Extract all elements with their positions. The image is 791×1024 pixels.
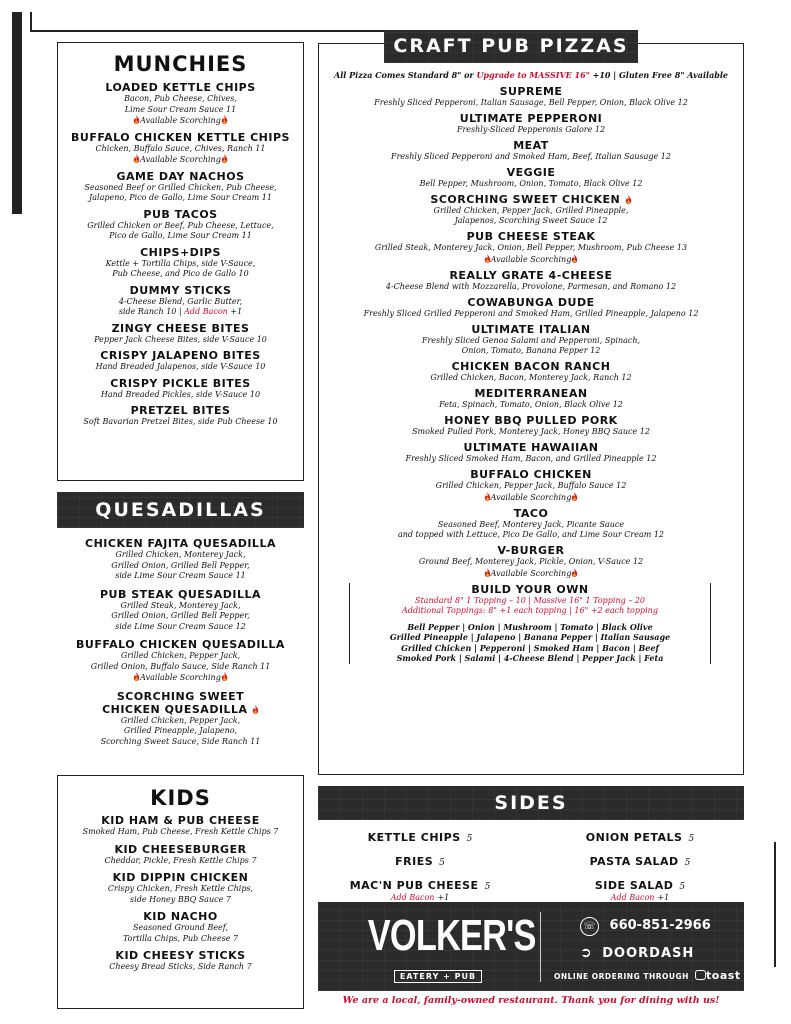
menu-item — [58, 284, 303, 318]
logo — [348, 908, 536, 986]
flame-icon — [221, 115, 228, 124]
item-description: Grilled Pineapple, Jalapeno, — [123, 726, 238, 735]
item-description: Jalapeno, Pico de Gallo, Lime Sour Cream 11 — [89, 193, 272, 202]
item-name-text: REALLY GRATE 4-CHEESE — [449, 268, 613, 282]
item-name-text: KID NACHO — [143, 910, 218, 923]
item-name-text: COWABUNGA DUDE — [467, 295, 595, 309]
menu-item — [319, 441, 743, 465]
item-name-text: CRISPY JALAPENO BITES — [100, 349, 261, 362]
quesadillas-title: QUESADILLAS — [95, 499, 266, 521]
logo-text: VOLKER'S — [367, 911, 536, 960]
item-description: Grilled Onion, Buffalo Sauce, Side Ranch 11 — [90, 661, 271, 671]
pizza-note-b: +10 | Gluten Free 8" Available — [589, 70, 728, 80]
item-description: Grilled Chicken, Bacon, Monterey Jack, Ranch 12 — [430, 373, 632, 382]
item-description: Pepper Jack Cheese Bites, side V-Sauce 10 — [94, 334, 267, 344]
side-name: PASTA SALAD — [589, 855, 679, 868]
side-name: ONION PETALS — [585, 831, 683, 844]
menu-item — [319, 414, 743, 438]
pizza-note-upgrade: Upgrade to MASSIVE 16" — [476, 70, 590, 80]
item-name — [57, 537, 304, 550]
item-name-text: KID CHEESEBURGER — [114, 842, 247, 856]
sides-right-rule — [774, 842, 776, 967]
pizza-note — [319, 70, 743, 81]
logo-subtitle: EATERY + PUB — [394, 970, 482, 983]
item-name-text: BUFFALO CHICKEN KETTLE CHIPS — [71, 130, 290, 144]
item-name-text: KID CHEESY STICKS — [115, 949, 246, 962]
item-description: Freshly Sliced Pepperoni and Smoked Ham, Beef, Italian Sausage 12 — [391, 151, 671, 161]
side-name: SIDE SALAD — [594, 879, 674, 892]
menu-item — [319, 112, 743, 136]
item-description: side Lime Sour Cream Sauce 11 — [115, 571, 246, 580]
scorching-text: Available Scorching — [490, 492, 572, 502]
kids-list — [58, 814, 303, 973]
scorching-text: Available Scorching — [140, 116, 221, 125]
menu-item — [319, 387, 743, 411]
flame-icon — [625, 195, 632, 204]
item-description: Grilled Chicken, Monterey Jack, — [115, 550, 246, 559]
item-description: Freshly Sliced Smoked Ham, Bacon, and Grilled Pineapple 12 — [405, 454, 657, 463]
item-name — [319, 269, 743, 282]
byo-topping-line: Grilled Pineapple | Jalapeno | Banana Pepper | Italian Sausage — [389, 632, 671, 642]
item-description: Smoked Pulled Pork, Monterey Jack, Honey BBQ Sauce 12 — [412, 427, 650, 436]
sides-right-column — [560, 826, 720, 909]
side-name: KETTLE CHIPS — [367, 831, 461, 844]
item-description: 4-Cheese Blend, Garlic Butter, — [118, 296, 243, 306]
menu-item — [58, 322, 303, 346]
item-description: Pub Cheese, and Pico de Gallo 10 — [112, 269, 249, 278]
side-addon-price: +1 — [657, 893, 670, 902]
flame-icon — [571, 492, 578, 501]
item-name-text: ULTIMATE HAWAIIAN — [463, 441, 599, 454]
item-description: Seasoned Beef or Grilled Chicken, Pub Cheese, — [84, 182, 277, 192]
menu-item — [58, 871, 303, 905]
toast-label[interactable]: toast — [706, 969, 741, 982]
item-name-text: SUPREME — [499, 84, 563, 98]
item-name-text: ULTIMATE PEPPERONI — [459, 111, 603, 125]
item-name — [319, 230, 743, 243]
add-bacon-label: Add Bacon — [610, 893, 655, 902]
menu-item — [319, 269, 743, 293]
item-description: Grilled Steak, Monterey Jack, — [120, 600, 241, 610]
item-description: Cheddar, Pickle, Fresh Kettle Chips 7 — [104, 855, 257, 865]
item-description: Crispy Chicken, Fresh Kettle Chips, — [107, 884, 254, 893]
menu-item — [319, 166, 743, 190]
item-name-text: ULTIMATE ITALIAN — [471, 322, 591, 336]
item-name-text: CRISPY PICKLE BITES — [110, 376, 251, 390]
item-name — [319, 139, 743, 152]
scorching-text: Available Scorching — [140, 155, 221, 164]
menu-item — [319, 139, 743, 163]
menu-item — [57, 690, 304, 748]
pizzas-banner — [384, 30, 638, 63]
scorching-text: Available Scorching — [490, 254, 572, 264]
menu-item — [319, 323, 743, 357]
menu-item — [58, 131, 303, 166]
item-description: Grilled Chicken, Pepper Jack, — [120, 651, 241, 660]
menu-item — [58, 843, 303, 867]
side-item — [340, 850, 500, 869]
menu-item — [58, 246, 303, 280]
phone-row — [580, 916, 711, 936]
scorching-note — [319, 492, 743, 504]
item-name — [57, 638, 304, 651]
item-description: Freshly Sliced Pepperoni, Italian Sausage, Bell Pepper, Onion, Black Olive 12 — [374, 97, 688, 107]
byo-additional — [356, 606, 704, 617]
item-description: Smoked Ham, Pub Cheese, Fresh Kettle Chips 7 — [82, 827, 279, 836]
item-name — [319, 507, 743, 520]
side-price: 5 — [466, 834, 473, 844]
menu-item — [57, 638, 304, 684]
item-description: Freshly Sliced Grilled Pepperoni and Smoked Ham, Grilled Pineapple, Jalapeno 12 — [363, 308, 699, 318]
side-item — [560, 850, 720, 869]
phone-number[interactable]: 660-851-2966 — [609, 918, 711, 933]
item-name — [319, 296, 743, 309]
item-name-text: PUB STEAK QUESADILLA — [99, 587, 261, 601]
item-description: side Lime Sour Cream Sauce 12 — [115, 621, 246, 631]
add-bacon-label: Add Bacon — [390, 893, 435, 902]
byo-toppings — [356, 622, 704, 664]
side-price: 5 — [484, 882, 491, 892]
menu-item — [58, 404, 303, 428]
item-name — [57, 690, 304, 716]
menu-item — [319, 193, 743, 227]
item-name-text: PRETZEL BITES — [130, 404, 231, 417]
sides-left-column — [340, 826, 500, 909]
whatsapp-phone-icon: ☏ — [580, 917, 599, 936]
munchies-list — [58, 81, 303, 428]
item-addon — [58, 307, 303, 318]
item-name-text: KID DIPPIN CHICKEN — [112, 871, 249, 884]
item-name — [58, 814, 303, 827]
item-description: Seasoned Ground Beef, — [132, 923, 229, 932]
quesadillas-banner — [57, 492, 304, 528]
doordash-label[interactable]: DOORDASH — [602, 946, 695, 961]
item-name-text: MEAT — [513, 138, 549, 152]
item-description: Grilled Onion, Grilled Bell Pepper, — [111, 611, 250, 620]
item-description: Bacon, Pub Cheese, Chives, — [124, 94, 237, 103]
item-name-text: TACO — [513, 506, 549, 520]
scorching-note — [57, 672, 304, 684]
item-description: side Honey BBQ Sauce 7 — [130, 894, 231, 904]
menu-item — [319, 544, 743, 579]
item-name-text: CHICKEN FAJITA QUESADILLA — [85, 537, 276, 550]
byo-topping-line: Bell Pepper | Onion | Mushroom | Tomato | Black Olive — [407, 621, 653, 632]
footer-bar — [318, 902, 744, 991]
item-description: Grilled Steak, Monterey Jack, Onion, Bell Pepper, Mushroom, Pub Cheese 13 — [374, 243, 688, 252]
pizzas-title: CRAFT PUB PIZZAS — [393, 35, 629, 57]
item-name — [319, 441, 743, 454]
item-name-text: V-BURGER — [497, 544, 565, 557]
add-bacon-label: Add Bacon — [184, 307, 228, 316]
item-description: 4-Cheese Blend with Mozzarella, Provolone, Parmesan, and Romano 12 — [385, 281, 677, 291]
side-addon-price: +1 — [437, 893, 450, 902]
munchies-section — [57, 42, 304, 481]
flame-icon — [484, 492, 491, 501]
item-name — [58, 131, 303, 144]
item-name-text: DUMMY STICKS — [129, 283, 232, 297]
item-name — [58, 871, 303, 884]
side-price: 5 — [439, 858, 445, 868]
flame-icon — [571, 568, 578, 577]
flame-icon — [484, 568, 491, 577]
menu-item — [319, 360, 743, 384]
item-name-text: VEGGIE — [506, 165, 556, 179]
item-addon-pre: side Ranch 10 | — [118, 307, 185, 316]
scorching-text: Available Scorching — [490, 568, 572, 578]
item-description: Grilled Onion, Grilled Bell Pepper, — [111, 560, 250, 570]
menu-item — [58, 170, 303, 204]
byo-topping-line: Smoked Pork | Salami | 4-Cheese Blend | Pepper Jack | Feta — [396, 653, 664, 663]
doordash-row — [580, 943, 694, 963]
byo-block — [349, 583, 711, 664]
scorching-note — [319, 254, 743, 266]
top-rule-vert — [30, 12, 32, 32]
byo-additional-label: Additional Toppings: — [402, 606, 486, 615]
item-name-text: GAME DAY NACHOS — [116, 169, 245, 183]
item-description: Jalapenos, Scorching Sweet Sauce 12 — [454, 216, 608, 225]
item-description: Ground Beef, Monterey Jack, Pickle, Onion, V-Sauce 12 — [418, 557, 644, 566]
pizza-note-a: All Pizza Comes Standard 8" or — [334, 70, 477, 80]
item-name-text: SCORCHING SWEET — [116, 689, 245, 703]
item-name — [319, 387, 743, 400]
item-description: Onion, Tomato, Banana Pepper 12 — [461, 346, 601, 355]
item-name — [319, 112, 743, 125]
item-name-text: KID HAM & PUB CHEESE — [101, 814, 260, 827]
online-ordering-text: ONLINE ORDERING THROUGH — [554, 972, 689, 981]
side-price: 5 — [684, 858, 691, 868]
item-name — [319, 544, 743, 557]
side-price: 5 — [679, 882, 686, 892]
item-name-text: ZINGY CHEESE BITES — [111, 321, 250, 335]
item-description: Grilled Chicken, Pepper Jack, Buffalo Sauce 12 — [435, 481, 627, 490]
menu-item — [58, 208, 303, 242]
menu-item — [319, 468, 743, 503]
byo-title: BUILD YOUR OWN — [471, 582, 589, 596]
side-item — [560, 874, 720, 904]
flame-icon — [252, 705, 259, 714]
item-name-text: SCORCHING SWEET CHICKEN — [430, 192, 621, 206]
item-description: Chicken, Buffalo Sauce, Chives, Ranch 11 — [95, 143, 266, 153]
doordash-icon: ➲ — [580, 945, 593, 961]
item-description: Freshly-Sliced Pepperonis Galore 12 — [456, 124, 606, 134]
menu-item — [57, 537, 304, 582]
menu-item — [319, 230, 743, 265]
footer-tagline: We are a local, family-owned restaurant. Thank you for dining with us! — [342, 995, 720, 1006]
kids-section — [57, 775, 304, 1009]
left-edge-bar — [12, 12, 22, 214]
item-name-text: BUFFALO CHICKEN — [470, 468, 592, 481]
item-description: Scorching Sweet Sauce, Side Ranch 11 — [100, 736, 261, 746]
kids-title: KIDS — [150, 786, 211, 810]
item-description: Grilled Chicken, Pepper Jack, — [120, 715, 241, 725]
pizzas-section — [318, 43, 744, 775]
item-name — [319, 85, 743, 98]
item-name — [58, 246, 303, 259]
item-name — [319, 468, 743, 481]
item-name — [58, 208, 303, 221]
item-name — [319, 414, 743, 427]
flame-icon — [571, 254, 578, 263]
item-name — [319, 166, 743, 179]
item-description: Pico de Gallo, Lime Sour Cream 11 — [109, 231, 252, 240]
byo-additional-prices: 8" +1 each topping | 16" +2 each topping — [485, 606, 658, 615]
item-description: Tortilla Chips, Pub Cheese 7 — [122, 933, 239, 943]
scorching-note — [58, 115, 303, 127]
side-name: FRIES — [395, 855, 434, 868]
menu-item — [57, 588, 304, 633]
flame-icon — [221, 154, 228, 163]
item-name-text: CHICKEN BACON RANCH — [451, 360, 611, 373]
item-description: Seasoned Beef, Monterey Jack, Picante Sauce — [437, 519, 625, 529]
online-ordering-row — [554, 969, 741, 982]
item-description: Grilled Chicken or Beef, Pub Cheese, Lettuce, — [87, 220, 274, 230]
item-name — [58, 843, 303, 856]
menu-item — [319, 85, 743, 109]
quesadillas-list — [57, 537, 304, 753]
item-description: Lime Sour Cream Sauce 11 — [124, 104, 237, 114]
item-name-text: LOADED KETTLE CHIPS — [105, 81, 256, 94]
item-description: Hand Breaded Jalapenos, side V-Sauce 10 — [95, 362, 266, 371]
item-description: and topped with Lettuce, Pico De Gallo, and Lime Sour Cream 12 — [397, 530, 665, 539]
menu-item — [58, 349, 303, 373]
item-description: Soft Bavarian Pretzel Bites, side Pub Cheese 10 — [83, 417, 278, 426]
item-description: Feta, Spinach, Tomato, Onion, Black Olive 12 — [439, 400, 623, 409]
item-name — [58, 404, 303, 417]
item-name — [319, 323, 743, 336]
menu-item — [58, 814, 303, 838]
scorching-note — [58, 154, 303, 166]
item-description: Kettle + Tortilla Chips, side V-Sauce, — [105, 258, 256, 268]
item-name-text: CHIPS+DIPS — [140, 245, 221, 259]
menu-item — [319, 296, 743, 320]
item-name — [58, 284, 303, 297]
item-name — [319, 193, 743, 206]
menu-item — [58, 949, 303, 973]
item-name-text: HONEY BBQ PULLED PORK — [444, 414, 618, 427]
item-name — [58, 910, 303, 923]
item-description: Grilled Chicken, Pepper Jack, Grilled Pineapple, — [433, 205, 629, 215]
sides-banner — [318, 786, 744, 820]
scorching-note — [319, 568, 743, 580]
side-item — [340, 874, 500, 904]
pizza-list — [319, 85, 743, 580]
item-name — [58, 322, 303, 335]
byo-standard: Standard 8" 1 Topping – 10 | Massive 16" 1 Topping – 20 — [414, 595, 646, 605]
item-name — [58, 81, 303, 94]
munchies-title: MUNCHIES — [113, 52, 248, 76]
item-name — [57, 588, 304, 601]
item-description: Bell Pepper, Mushroom, Onion, Tomato, Black Olive 12 — [419, 178, 643, 188]
side-price: 5 — [688, 834, 695, 844]
item-description: Cheesy Bread Sticks, Side Ranch 7 — [109, 962, 252, 971]
item-name-text: PUB CHEESE STEAK — [466, 230, 596, 243]
menu-item — [58, 910, 303, 944]
side-item — [340, 826, 500, 845]
toast-icon — [695, 970, 706, 980]
item-addon-price: +1 — [227, 307, 243, 316]
side-name: MAC'N PUB CHEESE — [349, 879, 479, 892]
item-name-text: BUFFALO CHICKEN QUESADILLA — [76, 638, 285, 651]
top-rule — [30, 30, 385, 32]
item-name — [58, 377, 303, 390]
item-name — [58, 949, 303, 962]
byo-topping-line: Grilled Chicken | Pepperoni | Smoked Ham | Bacon | Beef — [401, 642, 659, 653]
item-name-text: PUB TACOS — [143, 207, 218, 221]
item-name — [58, 170, 303, 183]
side-item — [560, 826, 720, 845]
item-description: Freshly Sliced Genoa Salami and Pepperoni, Spinach, — [421, 335, 641, 345]
menu-item — [319, 507, 743, 541]
item-name — [58, 349, 303, 362]
footer-divider — [540, 912, 541, 982]
flame-icon — [221, 672, 228, 681]
item-description: Hand Breaded Pickles, side V-Sauce 10 — [100, 389, 261, 399]
sides-title: SIDES — [494, 792, 568, 814]
item-name-line2: CHICKEN QUESADILLA — [57, 703, 304, 716]
item-name-text: MEDITERRANEAN — [474, 387, 588, 400]
item-name — [319, 360, 743, 373]
scorching-text: Available Scorching — [140, 673, 221, 682]
menu-item — [58, 81, 303, 127]
flame-icon — [484, 254, 491, 263]
menu-item — [58, 377, 303, 401]
